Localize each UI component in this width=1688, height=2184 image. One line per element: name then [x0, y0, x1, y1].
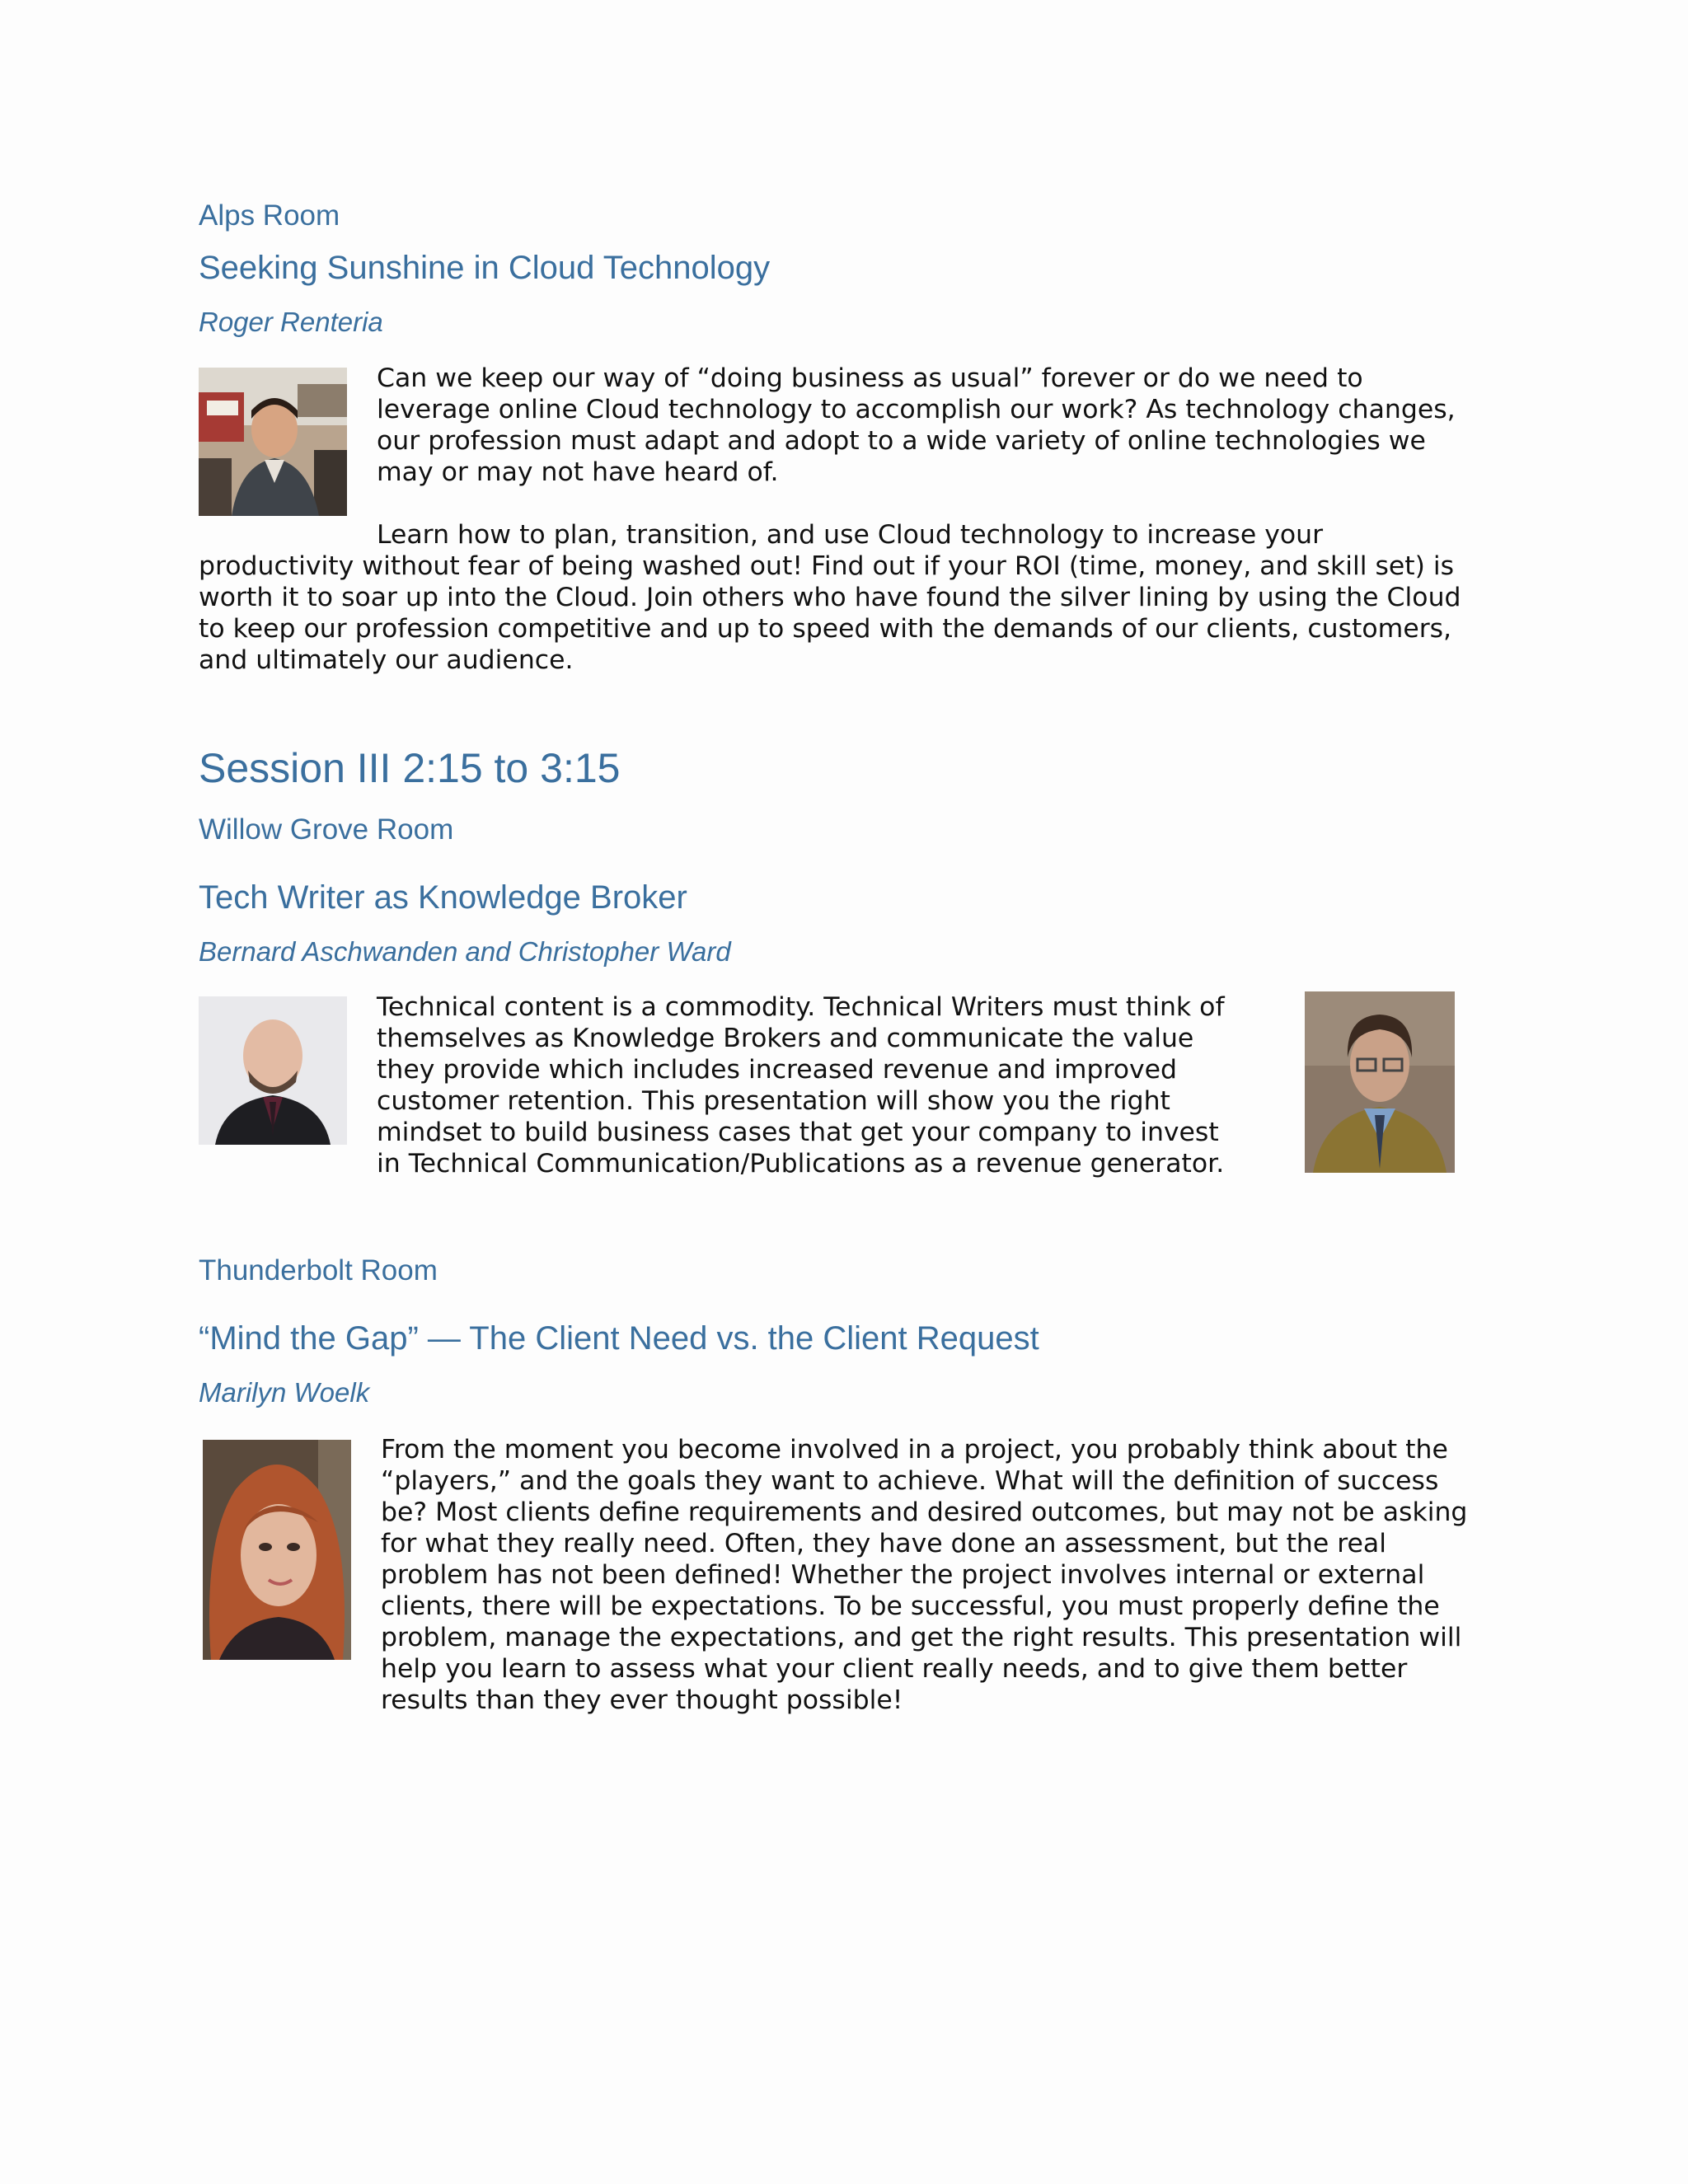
alps-speaker-name: Roger Renteria — [199, 307, 383, 337]
thunderbolt-paragraph: From the moment you become involved in a project, you probably think about the “players,” and the goals they want to achieve. What will the definition of success be? Most clients define requirements and desired outcomes, but may not be asking for what they really need. Often, they have done an assessment, but the real problem has not been defined! Whether the project involves internal or external clients, there will be expectations. To be successful, you must properly define the problem, manage the expectations, and get the right results. This presentation will help you learn to assess what your client really needs, and to give them better results than they ever thought possible! — [381, 1435, 1468, 1715]
marilyn-woelk-photo — [203, 1440, 351, 1660]
thunderbolt-speaker-name: Marilyn Woelk — [199, 1377, 370, 1408]
thunderbolt-room-label: Thunderbolt Room — [199, 1254, 438, 1286]
willow-speaker-names: Bernard Aschwanden and Christopher Ward — [199, 936, 731, 967]
alps-session-title: Seeking Sunshine in Cloud Technology — [199, 250, 771, 286]
session-three-heading: Session III 2:15 to 3:15 — [199, 745, 621, 791]
thunderbolt-session-title: “Mind the Gap” — The Client Need vs. the Client Request — [199, 1320, 1039, 1357]
alps-room-label: Alps Room — [199, 199, 340, 232]
christopher-ward-photo — [1305, 991, 1455, 1173]
willow-session-title: Tech Writer as Knowledge Broker — [199, 879, 687, 916]
alps-paragraph-2: Learn how to plan, transition, and use Cloud technology to increase your productivity without fear of being washed out! Find out if your ROI (time, money, and skill set) is worth it to soar up into the Cloud. Join others who have found the silver lining by using the Cloud to keep our profession competitive and up to speed with the demands of our clients, customers, and ultimately our audience. — [199, 520, 1461, 675]
alps-paragraph-1: Can we keep our way of “doing business as usual” forever or do we need to leverage online Cloud technology to accomplish our work? As technology changes, our profession must adapt and adopt to a wide variety of online technologies we may or may not have heard of. — [377, 363, 1456, 487]
willow-room-label: Willow Grove Room — [199, 813, 454, 846]
alps-description — [199, 363, 1468, 676]
bernard-aschwanden-photo — [199, 996, 347, 1145]
willow-paragraph: Technical content is a commodity. Technical Writers must think of themselves as Knowledge Brokers and communicate the value they provide which includes increased revenue and improved customer retention. This presentation will show you the right mindset to build business cases that get your company to invest in Technical Communication/Publications as a revenue generator. — [377, 992, 1225, 1179]
